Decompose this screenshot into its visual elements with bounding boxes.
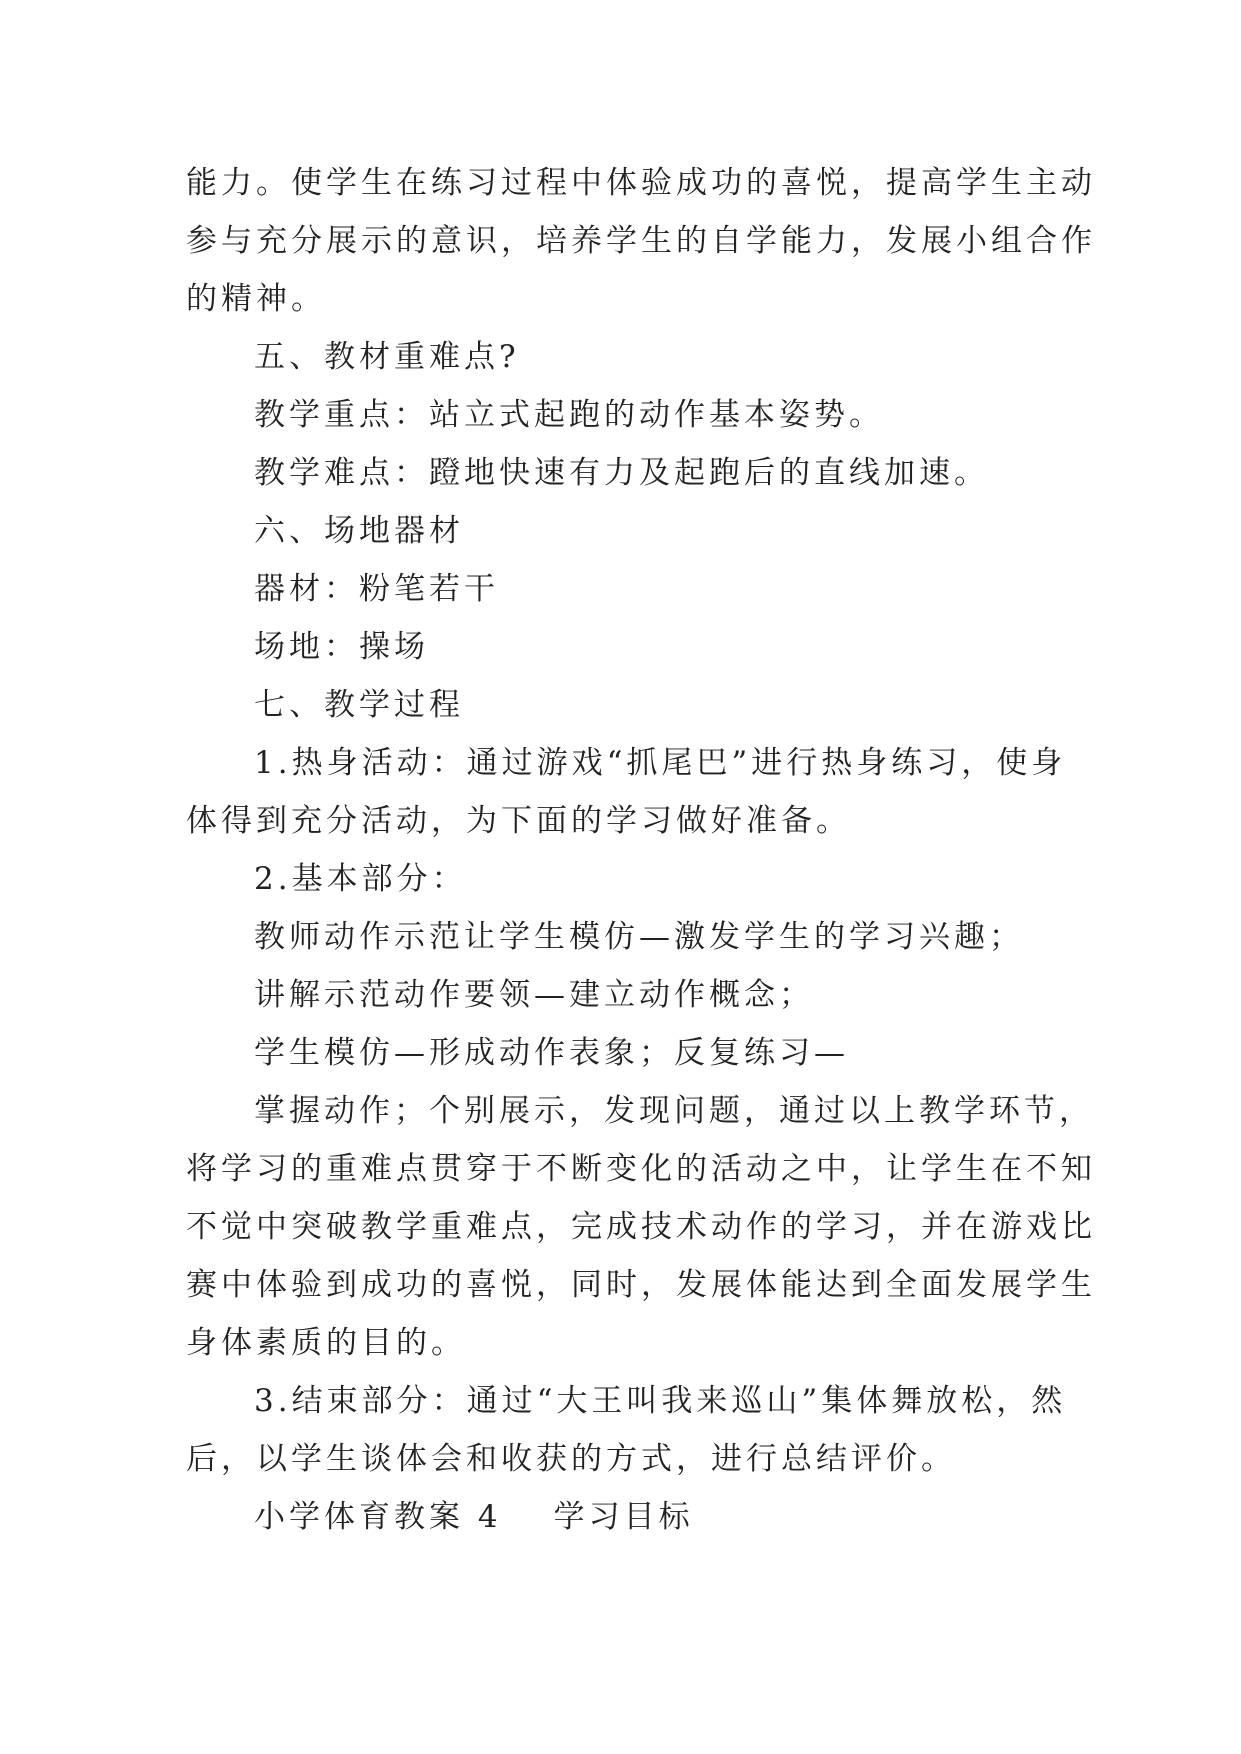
section-heading: 五、教材重难点?: [254, 339, 520, 375]
text-line: 身体素质的目的。: [186, 1325, 466, 1361]
text-line: 教师动作示范让学生模仿—激发学生的学习兴趣；: [254, 919, 1024, 955]
text-line: 的精神。: [186, 281, 326, 317]
text-line: 体得到充分活动，为下面的学习做好准备。: [186, 803, 851, 839]
text-line: 后，以学生谈体会和收获的方式，进行总结评价。: [186, 1441, 956, 1477]
text-line: 场地：操场: [254, 629, 429, 665]
learning-objectives-heading: 学习目标: [553, 1499, 694, 1535]
section-heading: 七、教学过程: [254, 687, 464, 723]
text-line: 不觉中突破教学重难点，完成技术动作的学习，并在游戏比: [186, 1209, 1096, 1245]
text-line: 掌握动作；个别展示，发现问题，通过以上教学环节，: [254, 1093, 1094, 1129]
text-line: 2.基本部分：: [254, 861, 467, 897]
lesson-plan-title: 小学体育教案 4: [254, 1499, 502, 1535]
text-line: 教学重点：站立式起跑的动作基本姿势。: [254, 397, 884, 433]
text-line: 讲解示范动作要领—建立动作概念；: [254, 977, 814, 1013]
text-line: 参与充分展示的意识，培养学生的自学能力，发展小组合作: [186, 223, 1096, 259]
next-section-heading: [186, 1488, 1054, 1546]
text-line: 能力。使学生在练习过程中体验成功的喜悦，提高学生主动: [186, 165, 1096, 201]
document-body: [186, 154, 1096, 1546]
text-line: 3.结束部分：通过“大王叫我来巡山”集体舞放松，然: [254, 1383, 1067, 1419]
section-heading: 六、场地器材: [254, 513, 464, 549]
text-line: 赛中体验到成功的喜悦，同时，发展体能达到全面发展学生: [186, 1267, 1096, 1303]
text-line: 1.热身活动：通过游戏“抓尾巴”进行热身练习，使身: [254, 745, 1067, 781]
text-line: 将学习的重难点贯穿于不断变化的活动之中，让学生在不知: [186, 1151, 1096, 1187]
text-line: 器材：粉笔若干: [254, 571, 499, 607]
text-line: 学生模仿—形成动作表象；反复练习—: [254, 1035, 849, 1071]
text-line: 教学难点：蹬地快速有力及起跑后的直线加速。: [254, 455, 989, 491]
